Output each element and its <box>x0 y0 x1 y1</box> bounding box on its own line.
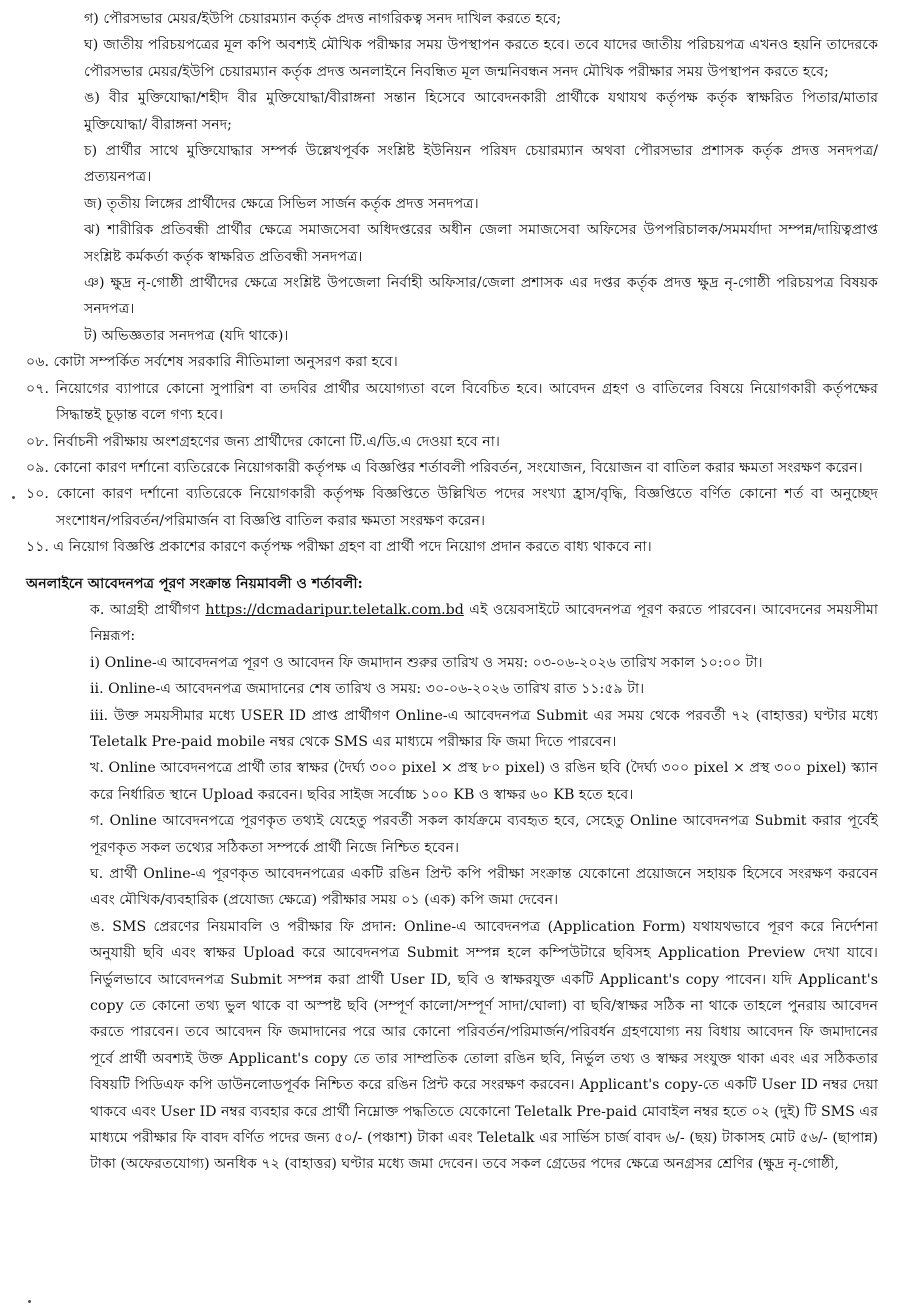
online-item-ka-prefix: ক. আগ্রহী প্রার্থীগণ <box>90 601 206 618</box>
condition-11: ১১. এ নিয়োগ বিজ্ঞপ্তি প্রকাশের কারণে কর্তৃপক্ষ পরীক্ষা গ্রহণ বা প্রার্থী পদে নিয়োগ প্রদান করতে বাধ্য থাকবে না। <box>26 539 652 556</box>
condition-07: ০৭. নিয়োগের ব্যাপারে কোনো সুপারিশ বা তদবির প্রার্থীর অযোগ্যতা বলে বিবেচিত হবে। আবেদন গ্রহণ ও বাতিলের বিষয়ে নিয়োগকারী কর্তৃপক্ষের সিদ্ধান্তই চূড়ান্ত বলে গণ্য হবে। <box>26 380 878 424</box>
application-website-link[interactable]: https://dcmadaripur.teletalk.com.bd <box>205 601 464 618</box>
condition-09: ০৯. কোনো কারণ দর্শানো ব্যতিরেকে নিয়োগকারী কর্তৃপক্ষ এ বিজ্ঞপ্তির শর্তাবলী পরিবর্তন, সংযোজন, বিয়োজন বা বাতিল করার ক্ষমতা সংরক্ষণ করেন। <box>26 459 863 476</box>
online-item-iii: iii. উক্ত সময়সীমার মধ্যে USER ID প্রাপ্ত প্রার্থীগণ Online-এ আবেদনপত্র Submit এর সময় থেকে পরবর্তী ৭২ (বাহাত্তর) ঘণ্টার মধ্যে Teletalk Pre-paid mobile নম্বর থেকে SMS এর মাধ্যমে পরীক্ষার ফি জমা দিতে পারবেন। <box>90 707 878 750</box>
online-item-ka <box>26 597 878 650</box>
online-item-ii: ii. Online-এ আবেদনপত্র জমাদানের শেষ তারিখ ও সময়: ৩০-০৬-২০২৬ তারিখ রাত ১১:৫৯ টা। <box>90 681 645 698</box>
attachment-item-gha: ঘ) জাতীয় পরিচয়পত্রের মূল কপি অবশ্যই মৌখিক পরীক্ষার সময় উপস্থাপন করতে হবে। তবে যাদের জাতীয় পরিচয়পত্র এখনও হয়নি তাদেরকে পৌরসভার মেয়র/ইউপি চেয়ারম্যান কর্তৃক প্রদত্ত অনলাইনে নিবন্ধিত মূল জন্মনিবন্ধন সনদ মৌখিক পরীক্ষার সময় উপস্থাপন করতে হবে; <box>84 37 878 80</box>
attachment-item-ja: জ) তৃতীয় লিঙ্গের প্রার্থীদের ক্ষেত্রে সিভিল সার্জন কর্তৃক প্রদত্ত সনদপত্র। <box>84 195 479 212</box>
scan-speck <box>12 496 15 499</box>
condition-08: ০৮. নির্বাচনী পরীক্ষায় অংশগ্রহণের জন্য প্রার্থীদের কোনো টি.এ/ডি.এ দেওয়া হবে না। <box>26 433 500 450</box>
attachment-list <box>26 6 878 349</box>
attachment-item-nya: ঞ) ক্ষুদ্র নৃ-গোষ্ঠী প্রার্থীদের ক্ষেত্রে সংশ্লিষ্ট উপজেলা নির্বাহী অফিসার/জেলা প্রশাসক এর দপ্তর কর্তৃক প্রদত্ত ক্ষুদ্র নৃ-গোষ্ঠী পরিচয়পত্র বিষয়ক সনদপত্র। <box>84 275 878 318</box>
attachment-item-ta: ট) অভিজ্ঞতার সনদপত্র (যদি থাকে)। <box>84 327 289 344</box>
condition-06: ০৬. কোটা সম্পর্কিত সর্বশেষ সরকারি নীতিমালা অনুসরণ করা হবে। <box>26 354 398 371</box>
online-item-i: i) Online-এ আবেদনপত্র পূরণ ও আবেদন ফি জমাদান শুরুর তারিখ ও সময়: ০৩-০৬-২০২৬ তারিখ সকাল ১০:০০ টা। <box>90 654 763 671</box>
attachment-item-cha: চ) প্রার্থীর সাথে মুক্তিযোদ্ধার সম্পর্ক উল্লেখপূর্বক সংশ্লিষ্ট ইউনিয়ন পরিষদ চেয়ারম্যান অথবা পৌরসভার প্রশাসক কর্তৃক প্রদত্ত সনদপত্র/প্রত্যয়নপত্র। <box>84 143 878 186</box>
online-item-ga: গ. Online আবেদনপত্রে পূরণকৃত তথ্যই যেহেতু পরবর্তী সকল কার্যক্রমে ব্যবহৃত হবে, সেহেতু Online আবেদনপত্র Submit করার পূর্বেই পূরণকৃত সকল তথ্যের সঠিকতা সম্পর্কে প্রার্থী নিজে নিশ্চিত হবেন। <box>90 813 878 856</box>
attachment-item-uma: ঙ) বীর মুক্তিযোদ্ধা/শহীদ বীর মুক্তিযোদ্ধা/বীরাঙ্গনা সন্তান হিসেবে আবেদনকারী প্রার্থীকে যথাযথ কর্তৃপক্ষ কর্তৃক স্বাক্ষরিত পিতার/মাতার মুক্তিযোদ্ধা/ বীরাঙ্গনা সনদ; <box>84 90 878 133</box>
online-item-uma: ঙ. SMS প্রেরণের নিয়মাবলি ও পরীক্ষার ফি প্রদান: Online-এ আবেদনপত্র (Application Form) যথাযথভাবে পূরণ করে নির্দেশনা অনুযায়ী ছবি এবং স্বাক্ষর Upload করে আবেদনপত্র Submit সম্পন্ন হলে কম্পিউটারে ছবিসহ Application Preview দেখা যাবে। নির্ভুলভাবে আবেদনপত্র Submit সম্পন্ন করা প্রার্থী User ID, ছবি ও স্বাক্ষরযুক্ত একটি Applicant's copy পাবেন। যদি Applicant's copy তে কোনো তথ্য ভুল থাকে বা অস্পষ্ট ছবি (সম্পূর্ণ কালো/সম্পূর্ণ সাদা/ঘোলা) বা ছবি/স্বাক্ষর সঠিক না থাকে তাহলে পুনরায় আবেদন করতে পারবেন। তবে আবেদন ফি জমাদানের পরে আর কোনো পরিবর্তন/পরিমার্জন/পরিবর্ধন গ্রহণযোগ্য নয় বিধায় আবেদন ফি জমাদানের পূর্বে প্রার্থী অবশ্যই উক্ত Applicant's copy তে তার সাম্প্রতিক তোলা রঙিন ছবি, নির্ভুল তথ্য ও স্বাক্ষর সংযুক্ত থাকা এবং এর সঠিকতার বিষয়টি পিডিএফ কপি ডাউনলোডপূর্বক নিশ্চিত করে রঙিন প্রিন্ট করে সংরক্ষণ করবেন। Applicant's copy-তে একটি User ID নম্বর দেয়া থাকবে এবং User ID নম্বর ব্যবহার করে প্রার্থী নিম্নোক্ত পদ্ধতিতে যেকোনো Teletalk Pre-paid মোবাইল নম্বর হতে ০২ (দুই) টি SMS এর মাধ্যমে পরীক্ষার ফি বাবদ বর্ণিত পদের জন্য ৫০/- (পঞ্চাশ) টাকা এবং Teletalk এর সার্ভিস চার্জ বাবদ ৬/- (ছয়) টাকাসহ মোট ৫৬/- (ছাপান্ন) টাকা (অফেরতযোগ্য) অনধিক ৭২ (বাহাত্তর) ঘণ্টার মধ্যে জমা দেবেন। তবে সকল গ্রেডের পদের ক্ষেত্রে অনগ্রসর শ্রেণির (ক্ষুদ্র নৃ-গোষ্ঠী, <box>90 918 879 1173</box>
online-item-kha: খ. Online আবেদনপত্রে প্রার্থী তার স্বাক্ষর (দৈর্ঘ্য ৩০০ pixel × প্রস্থ ৮০ pixel) ও রঙিন ছবি (দৈর্ঘ্য ৩০০ pixel × প্রস্থ ৩০০ pixel) স্ক্যান করে নির্ধারিত স্থানে Upload করবেন। ছবির সাইজ সর্বোচ্চ ১০০ KB ও স্বাক্ষর ৬০ KB হতে হবে। <box>90 760 878 803</box>
attachment-item-ga: গ) পৌরসভার মেয়র/ইউপি চেয়ারম্যান কর্তৃক প্রদত্ত নাগরিকত্ব সনদ দাখিল করতে হবে; <box>84 11 562 27</box>
attachment-item-jha: ঝ) শারীরিক প্রতিবন্ধী প্রার্থীর ক্ষেত্রে সমাজসেবা অধিদপ্তরের অধীন জেলা সমাজসেবা অফিসের উপপরিচালক/সমমর্যাদা সম্পন্ন/দায়িত্বপ্রাপ্ত সংশ্লিষ্ট কর্মকর্তা কর্তৃক স্বাক্ষরিত প্রতিবন্ধী সনদপত্র। <box>84 222 878 265</box>
condition-10: ১০. কোনো কারণ দর্শানো ব্যতিরেকে নিয়োগকারী কর্তৃপক্ষ বিজ্ঞপ্তিতে উল্লিখিত পদের সংখ্যা হ্রাস/বৃদ্ধি, বিজ্ঞপ্তিতে বর্ণিত কোনো শর্ত বা অনুচ্ছেদ সংশোধন/পরিবর্তন/পরিমার্জন বা বিজ্ঞপ্তি বাতিল করার ক্ষমতা সংরক্ষণ করেন। <box>26 486 878 529</box>
online-item-ka-suffix: এই ওয়েবসাইটে আবেদনপত্র পূরণ করতে পারবেন। আবেদনের সময়সীমা নিম্নরূপ: <box>90 601 878 645</box>
scan-speck <box>28 1300 31 1303</box>
conditions-list <box>26 349 878 560</box>
online-item-gha: ঘ. প্রার্থী Online-এ পূরণকৃত আবেদনপত্রের একটি রঙিন প্রিন্ট কপি পরীক্ষা সংক্রান্ত যেকোনো প্রয়োজনে সহায়ক হিসেবে সংরক্ষণ করবেন এবং মৌখিক/ব্যবহারিক (প্রযোজ্য ক্ষেত্রে) পরীক্ষার সময় ০১ (এক) কপি জমা দেবেন। <box>90 866 878 909</box>
online-application-section <box>26 571 878 1178</box>
online-section-heading: অনলাইনে আবেদনপত্র পূরণ সংক্রান্ত নিয়মাবলী ও শর্তাবলী: <box>26 575 363 592</box>
